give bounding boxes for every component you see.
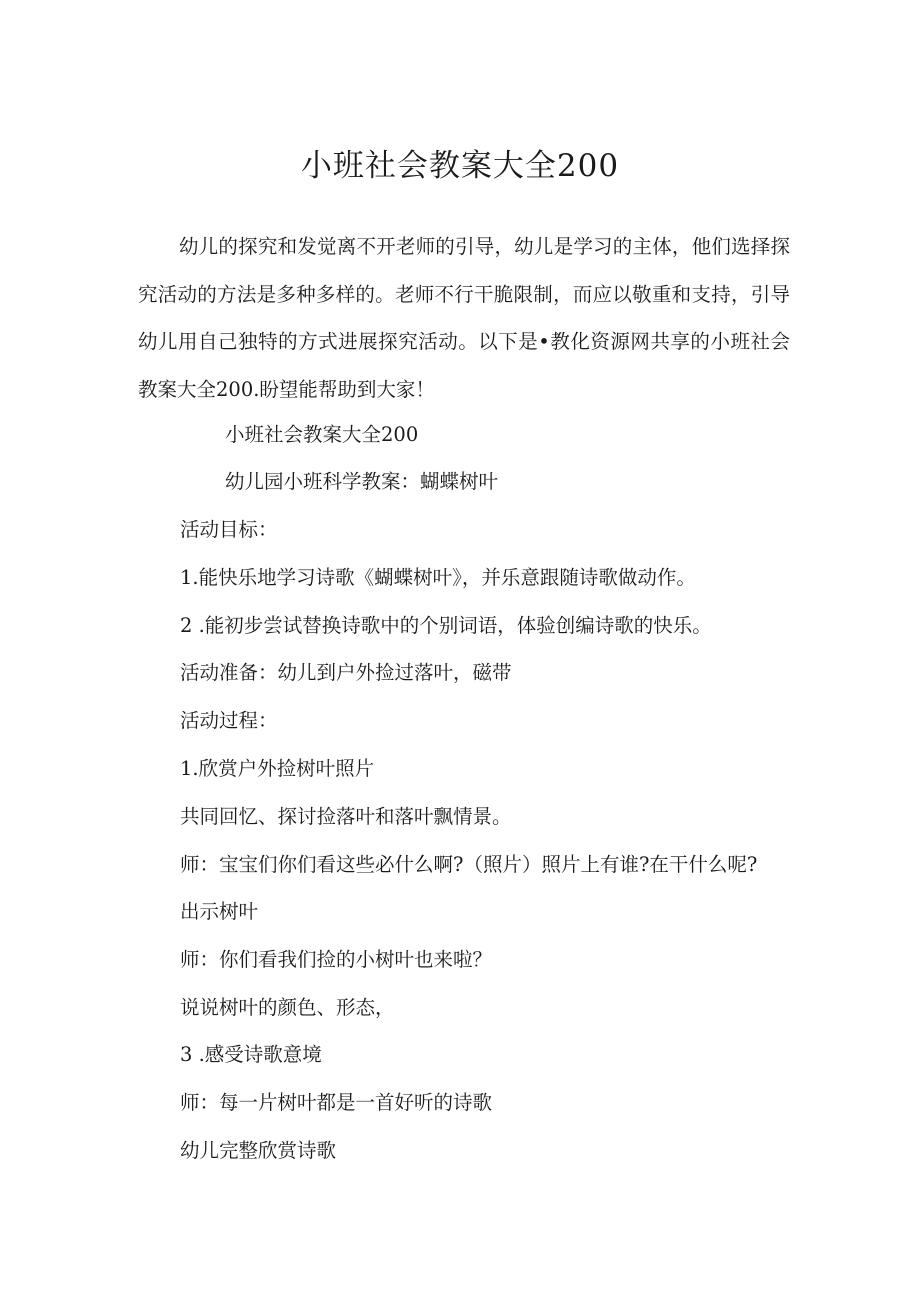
text-line: 师：你们看我们捡的小树叶也来啦？ (180, 948, 493, 971)
text-line: 活动目标： (180, 518, 278, 541)
text-line: 2 .能初步尝试替换诗歌中的个别词语，体验创编诗歌的快乐。 (180, 614, 712, 637)
text-line: 师：宝宝们你们看这些必什么啊?（照片）照片上有谁?在干什么呢? (180, 853, 758, 876)
text-line: 3 .感受诗歌意境 (180, 1043, 322, 1066)
text-line: 出示树叶 (180, 900, 259, 923)
subtitle-heading: 小班社会教案大全200 (225, 423, 419, 446)
text-line: 说说树叶的颜色、形态， (180, 996, 395, 1019)
text-line: 活动准备：幼儿到户外捡过落叶，磁带 (180, 661, 512, 684)
text-line: 活动过程： (180, 709, 278, 732)
text-line: 1.能快乐地学习诗歌《蝴蝶树叶》，并乐意跟随诗歌做动作。 (180, 566, 696, 589)
text-line: 幼儿完整欣赏诗歌 (180, 1139, 337, 1162)
document-title: 小班社会教案大全200 (300, 148, 620, 184)
lesson-heading: 幼儿园小班科学教案：蝴蝶树叶 (225, 470, 499, 493)
text-line: 师：每一片树叶都是一首好听的诗歌 (180, 1091, 493, 1114)
text-line: 共同回忆、探讨捡落叶和落叶飘情景。 (180, 805, 512, 828)
text-line: 1.欣赏户外捡树叶照片 (180, 757, 375, 780)
intro-paragraph: 幼儿的探究和发觉离不开老师的引导，幼儿是学习的主体，他们选择探究活动的方法是多种多样的。老师不行干脆限制，而应以敬重和支持，引导幼儿用自己独特的方式进展探究活动。以下是•教化资源网共享的小班社会教案大全200.盼望能帮助到大家！ (138, 235, 790, 401)
